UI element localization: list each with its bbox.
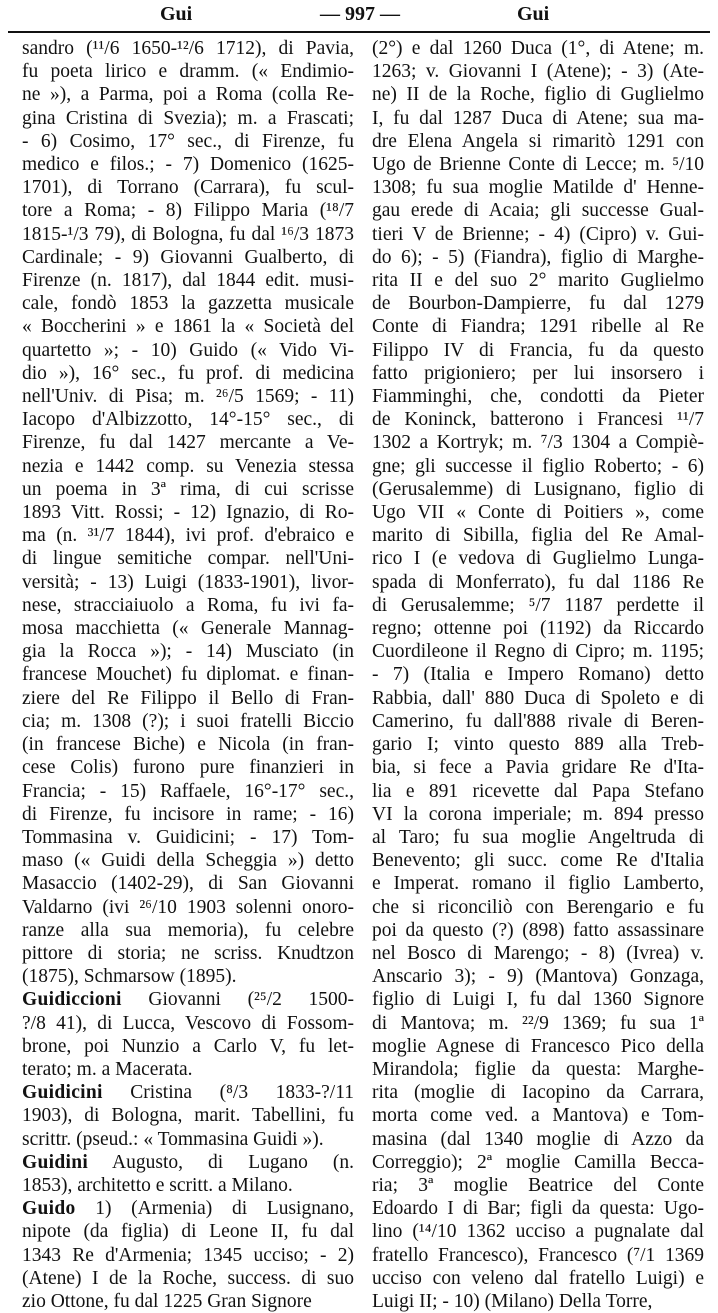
text-line: - 6) Cosimo, 17° sec., di Firenze, fu [22, 130, 354, 152]
text-line: medico e filos.; - 7) Domenico (1625- [22, 154, 354, 176]
text-line: (Gerusalemme) di Lusignano, figlio di [372, 478, 704, 500]
text-line: 1343 Re d'Armenia; 1345 ucciso; - 2) [22, 1244, 354, 1266]
text-line: maso (« Guidi della Scheggia ») detto [22, 850, 354, 872]
text-line: Valdarno (ivi ²⁶/10 1903 solenni onoro- [22, 896, 354, 918]
text-line: Cardinale; - 9) Giovanni Gualberto, di [22, 246, 354, 268]
text-line: Iacopo d'Albizzotto, 14°-15° sec., di [22, 409, 354, 431]
header-left-word: Gui [160, 3, 193, 25]
text-line: fatto prigioniero; per lui insorsero i [372, 362, 704, 384]
header-rule [8, 31, 710, 33]
text-line: 1903), di Bologna, marit. Tabellini, fu [22, 1105, 354, 1127]
text-line: 1302 a Kortryk; m. ⁷/3 1304 a Compiè- [372, 432, 704, 454]
page-number: — 997 — [320, 3, 400, 25]
text-line: lino (¹⁴/10 1362 ucciso a pugnalate dal [372, 1221, 704, 1243]
text-line: di Firenze, fu incisore in rame; - 16) [22, 803, 354, 825]
text-line: versità; - 13) Luigi (1833-1901), livor- [22, 571, 354, 593]
text-line: Mirandola; figlie da questa: Marghe- [372, 1058, 704, 1080]
text-line: Francia; - 15) Raffaele, 16°-17° sec., [22, 780, 354, 802]
text-line: pittore di storia; ne scriss. Knudtzon [22, 942, 354, 964]
text-line: ne »), a Parma, poi a Roma (colla Re- [22, 84, 354, 106]
text-line: VI la corona imperiale; m. 894 presso [372, 803, 704, 825]
text-line: Ugo de Brienne Conte di Lecce; m. ⁵/10 [372, 154, 704, 176]
text-line: dre Elena Angela si rimaritò 1291 con [372, 130, 704, 152]
text-line: marito di Sibilla, figlia del Re Amal- [372, 525, 704, 547]
text-line: Firenze (n. 1817), dal 1844 edit. musi- [22, 270, 354, 292]
text-line: quartetto »; - 10) Guido (« Vido Vi- [22, 339, 354, 361]
text-line: (Atene) I de la Roche, success. di suo [22, 1267, 354, 1289]
text-line: francese Mouchet) fu diplomat. e finan- [22, 664, 354, 686]
text-line: gario I; vinto questo 889 alla Treb- [372, 734, 704, 756]
text-line: nel Bosco di Marengo; - 8) (Ivrea) v. [372, 942, 704, 964]
text-line: ucciso con veleno dal fratello Luigi) e [372, 1267, 704, 1289]
text-line: 1263; v. Giovanni I (Atene); - 3) (Ate- [372, 61, 704, 83]
text-line: cale, fondò 1853 la gazzetta musicale [22, 293, 354, 315]
text-line: Guidini Augusto, di Lugano (n. [22, 1151, 354, 1173]
text-line: fu poeta lirico e dramm. (« Endimio- [22, 61, 354, 83]
text-line: Guido 1) (Armenia) di Lusignano, [22, 1198, 354, 1220]
text-line: gau erede di Acaia; gli successe Gual- [372, 200, 704, 222]
headword: Guidiccioni [22, 989, 122, 1011]
text-line: gina Cristina di Svezia); m. a Frascati; [22, 107, 354, 129]
text-line: lia e 891 ricevette dal Papa Stefano [372, 780, 704, 802]
text-line: 1853), architetto e scritt. a Milano. [22, 1174, 293, 1196]
text-line: Guidicini Cristina (⁸/3 1833-?/11 [22, 1082, 354, 1104]
text-line: moglie Agnese di Francesco Pico della [372, 1035, 704, 1057]
text-line: di lingue semitiche compar. nell'Uni- [22, 548, 354, 570]
text-line: ria; 3ª moglie Beatrice del Conte [372, 1174, 704, 1196]
text-line: zio Ottone, fu dal 1225 Gran Signore [22, 1290, 312, 1312]
text-line: (2°) e dal 1260 Duca (1°, di Atene; m. [372, 38, 704, 59]
text-line: sandro (¹¹/6 1650-¹²/6 1712), di Pavia, [22, 38, 354, 59]
headword: Guidicini [22, 1082, 103, 1104]
text-line: 1893 Vitt. Rossi; - 12) Ignazio, di Ro- [22, 502, 354, 524]
text-line: scrittr. (pseud.: « Tommasina Guidi »). [22, 1128, 324, 1150]
text-line: rico I (e vedova di Guglielmo Lunga- [372, 548, 704, 570]
text-line: fratello Francesco), Francesco (⁷/1 1369 [372, 1244, 704, 1266]
text-line: Firenze, fu dal 1427 mercante a Ve- [22, 432, 354, 454]
text-line: Luigi II; - 10) (Milano) Della Torre, [372, 1290, 653, 1312]
text-line: Fiamminghi, che, condotti da Pieter [372, 386, 704, 408]
text-line: nell'Univ. di Pisa; m. ²⁶/5 1569; - 11) [22, 386, 354, 408]
text-line: rita (moglie di Iacopino da Carrara, [372, 1082, 704, 1104]
text-line: nipote (da figlia) di Leone II, fu dal [22, 1221, 354, 1243]
text-line: ranze alla sua memoria), fu celebre [22, 919, 354, 941]
text-line: Edoardo I di Bar; figli da questa: Ugo- [372, 1198, 704, 1220]
left-column [22, 37, 354, 1313]
text-line: Rabbia, dall' 880 Duca di Spoleto e di [372, 687, 704, 709]
text-line: I, fu dal 1287 Duca di Atene; sua ma- [372, 107, 704, 129]
text-line: « Boccherini » e 1861 la « Società del [22, 316, 354, 338]
text-line: Benevento; gli succ. come Re d'Italia [372, 850, 704, 872]
text-line: gia la Rocca »); - 14) Musciato (in [22, 641, 354, 663]
text-line: Tommasina v. Guidicini; - 17) Tom- [22, 826, 354, 848]
text-line: de Koninck, batterono i Francesi ¹¹/7 [372, 409, 704, 431]
text-line: brone, poi Nunzio a Carlo V, fu let- [22, 1035, 354, 1057]
text-line: Masaccio (1402-29), di San Giovanni [22, 873, 354, 895]
text-line: Camerino, fu dall'888 rivale di Beren- [372, 710, 704, 732]
text-line: morta come ved. a Mantova) e Tom- [372, 1105, 704, 1127]
text-line: ne) II de la Roche, figlio di Guglielmo [372, 84, 704, 106]
text-line: Ugo VII « Conte di Poitiers », come [372, 502, 704, 524]
text-line: Cuordileone il Regno di Cipro; m. 1195; [372, 641, 704, 663]
text-line: mosa macchietta (« Generale Mannag- [22, 618, 354, 640]
text-line: Correggio); 2ª moglie Camilla Becca- [372, 1151, 704, 1173]
right-column [372, 37, 704, 1313]
text-line: 1308; fu sua moglie Matilde d' Henne- [372, 177, 704, 199]
text-line: figlio di Luigi I, fu dal 1360 Signore [372, 989, 704, 1011]
text-line: ?/8 41), di Lucca, Vescovo di Fossom- [22, 1012, 354, 1034]
text-line: spada di Monferrato), fu dal 1186 Re [372, 571, 704, 593]
text-line: nezia e 1442 comp. su Venezia stessa [22, 455, 354, 477]
headword: Guido [22, 1198, 76, 1220]
text-line: che si riconciliò con Berengario e fu [372, 896, 704, 918]
headword: Guidini [22, 1151, 89, 1173]
text-line: ziere del Re Filippo il Bello di Fran- [22, 687, 354, 709]
text-line: 1701), di Torrano (Carrara), fu scul- [22, 177, 354, 199]
text-line: do 6); - 5) (Fiandra), figlio di Marghe- [372, 246, 704, 268]
text-line: al Taro; fu sua moglie Angeltruda di [372, 826, 704, 848]
text-line: tore a Roma; - 8) Filippo Maria (¹⁸/7 [22, 200, 354, 222]
text-line: cia; m. 1308 (?); i suoi fratelli Biccio [22, 710, 354, 732]
text-line: cese Colis) furono pure finanzieri in [22, 757, 354, 779]
text-line: terato; m. a Macerata. [22, 1058, 193, 1080]
text-line: dio »), 16° sec., fu prof. di medicina [22, 362, 354, 384]
text-line: - 7) (Italia e Impero Romano) detto [372, 664, 704, 686]
text-line: di Gerusalemme; ⁵/7 1187 perdette il [372, 594, 704, 616]
page-header [0, 0, 718, 30]
text-line: Anscario 3); - 9) (Mantova) Gonzaga, [372, 966, 704, 988]
text-line: 1815-¹/3 79), di Bologna, fu dal ¹⁶/3 1873 [22, 223, 354, 245]
text-line: Guidiccioni Giovanni (²⁵/2 1500- [22, 989, 354, 1011]
text-line: tieri V de Brienne; - 4) (Cipro) v. Gui- [372, 223, 704, 245]
text-line: Conte di Fiandra; 1291 ribelle al Re [372, 316, 704, 338]
text-line: di Mantova; m. ²²/9 1369; fu sua 1ª [372, 1012, 704, 1034]
text-line: e Imperat. romano il figlio Lamberto, [372, 873, 704, 895]
text-line: bia, si fece a Pavia gridare Re d'Ita- [372, 757, 704, 779]
text-line: poi da questo (?) (898) fatto assassinare [372, 919, 704, 941]
text-line: de Bourbon-Dampierre, fu dal 1279 [372, 293, 704, 315]
text-line: nese, stracciaiuolo a Roma, fu ivi fa- [22, 594, 354, 616]
text-line: rita II e del suo 2° marito Guglielmo [372, 270, 704, 292]
text-line: ma (n. ³¹/7 1844), ivi prof. d'ebraico e [22, 525, 354, 547]
header-right-word: Gui [517, 3, 550, 25]
text-line: masina (dal 1340 moglie di Azzo da [372, 1128, 704, 1150]
text-line: Filippo IV di Francia, fu da questo [372, 339, 704, 361]
text-line: (1875), Schmarsow (1895). [22, 966, 237, 988]
text-line: gne; gli successe il figlio Roberto; - 6) [372, 455, 704, 477]
text-line: (in francese Biche) e Nicola (in fran- [22, 734, 354, 756]
text-line: un poema in 3ª rima, di cui scrisse [22, 478, 354, 500]
text-line: regno; ottenne poi (1192) da Riccardo [372, 618, 704, 640]
